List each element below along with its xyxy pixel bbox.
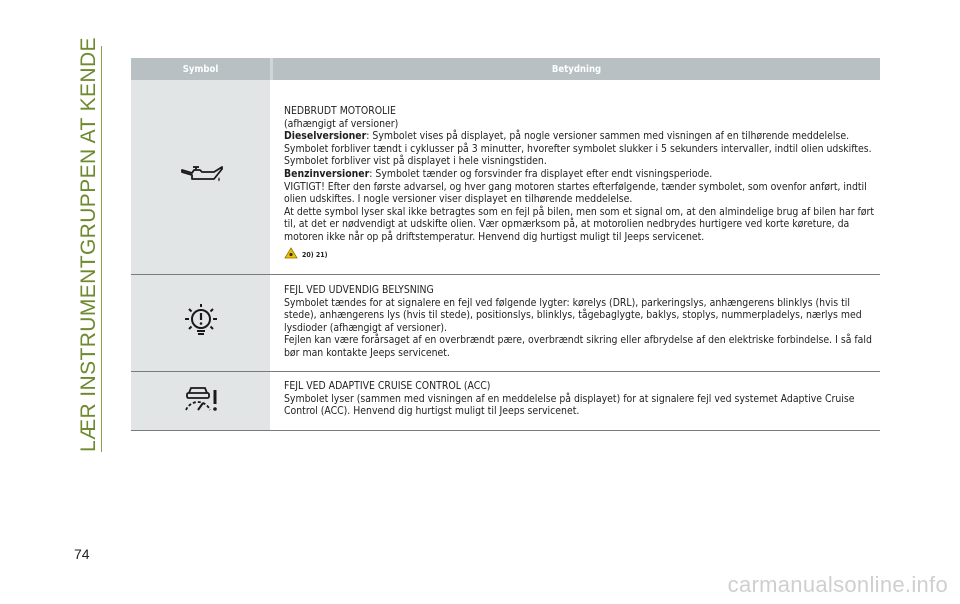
watermark: carmanualsonline.info bbox=[727, 572, 948, 597]
exterior-light-fault-icon bbox=[181, 301, 221, 345]
acc-fault-icon bbox=[181, 384, 221, 418]
warning-triangle-icon bbox=[284, 247, 298, 264]
section-title-vertical: LÆR INSTRUMENTGRUPPEN AT KENDE bbox=[77, 37, 100, 452]
header-symbol: Symbol bbox=[131, 58, 270, 80]
extra-paragraph: At dette symbol lyser skal ikke betragtes som en fejl på bilen, men som et signal om, at den almindelige brug af bilen har ført til, at det er nødvendigt at udskifte olien. Vær opmærksom på, at motorolien nedbrydes hurtigere ved korte køreture, da motoren ikke når op på driftstemperatur. Henvend dig hurtigst muligt til Jeeps servicenet. bbox=[284, 205, 875, 243]
table-row bbox=[131, 80, 880, 275]
diesel-text: : Symbolet vises på displayet, på nogle versioner sammen med visningen af en tilhørende meddelelse. Symbolet forbliver tændt i cyklusser på 3 minutter, hvorefter symbolet slukker i 5 sekunders intervaller, indtil olien udskiftes. Symbolet forbliver vist på displayet i hele visningstiden. bbox=[284, 130, 872, 168]
oil-can-icon bbox=[178, 164, 224, 190]
description-cell bbox=[270, 80, 880, 274]
table-header bbox=[131, 58, 880, 80]
benzin-label: Benzinversioner bbox=[284, 167, 370, 180]
symbol-cell bbox=[131, 372, 270, 430]
row-text: Symbolet lyser (sammen med visningen af en meddelelse på displayet) for at signalere fejl ved systemet Adaptive Cruise Control (ACC). Henvend dig hurtigst muligt til Jeeps servicenet. bbox=[284, 392, 855, 418]
row-subtitle: (afhængigt af versioner) bbox=[284, 117, 399, 130]
section-divider bbox=[101, 46, 102, 452]
description-cell bbox=[270, 275, 880, 371]
row-title: FEJL VED ADAPTIVE CRUISE CONTROL (ACC) bbox=[284, 380, 491, 392]
benzin-text: : Symbolet tænder og forsvinder fra displayet efter endt visningsperiode. bbox=[369, 167, 713, 180]
header-meaning: Betydning bbox=[273, 58, 880, 80]
diesel-paragraph bbox=[284, 130, 880, 168]
row-title: NEDBRUDT MOTOROLIE bbox=[284, 105, 396, 117]
diesel-label: Dieselversioner bbox=[284, 130, 367, 143]
important-paragraph: VIGTIGT! Efter den første advarsel, og hver gang motoren startes efterfølgende, tænder symbolet, som ovenfor anført, indtil olien udskiftes. I nogle versioner viser displayet en tilhørende meddelelse. bbox=[284, 180, 867, 206]
warning-references bbox=[284, 247, 880, 264]
page-number: 74 bbox=[74, 546, 90, 562]
symbol-table bbox=[131, 58, 880, 431]
symbol-cell bbox=[131, 275, 270, 371]
description-cell bbox=[270, 372, 880, 430]
reference-numbers: 20) 21) bbox=[302, 250, 328, 259]
row-text: Symbolet tændes for at signalere en fejl ved følgende lygter: kørelys (DRL), parkeringslys, anhængerens blinklys (hvis til stede), anhængerens lys (hvis til stede), positionslys, blinklys, tågebaglygte, baklys, stoplys, nummerpladelys, nærlys med lysdioder (afhængigt af versioner). bbox=[284, 296, 862, 334]
row-text: Fejlen kan være forårsaget af en overbrændt pære, overbrændt sikring eller afbrydelse af den elektriske forbindelse. I så fald bør man kontakte Jeeps servicenet. bbox=[284, 334, 872, 359]
benzin-paragraph bbox=[284, 168, 880, 181]
table-row bbox=[131, 372, 880, 431]
symbol-cell bbox=[131, 80, 270, 274]
row-title: FEJL VED UDVENDIG BELYSNING bbox=[284, 284, 434, 296]
table-row bbox=[131, 275, 880, 372]
